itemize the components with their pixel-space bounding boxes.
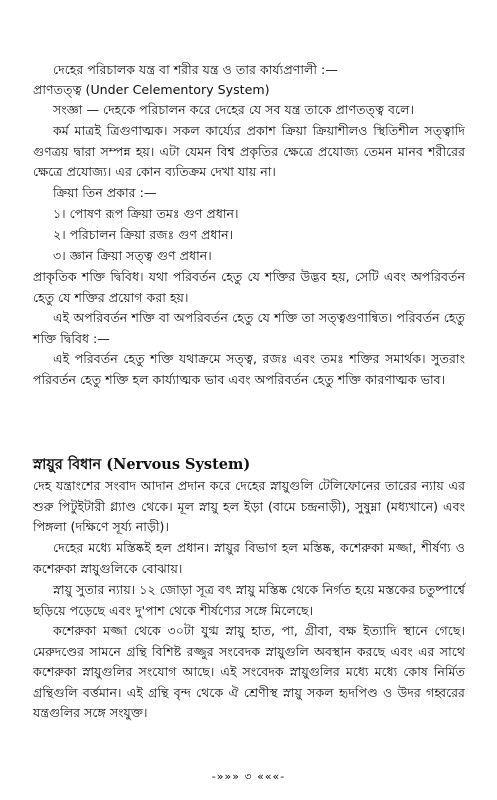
list-item: ২। পরিচালন ক্রিয়া রজঃ গুণ প্রধান। <box>53 227 234 242</box>
definition-paragraph: সংজ্ঞা — দেহকে পরিচালন করে দেহের যে সব যন্ত্র তাকে প্রাণতত্ত্ব বলে। <box>53 102 414 117</box>
nervous-paragraph-1: দেহ যন্ত্রাংশের সংবাদ আদান প্রদান করে দেহের স্নায়ুগুলি টেলিফোনের তারের ন্যায় এর শুরু পিটুইটারী গ্ল্যাণ্ড থেকে। মূল স্নায়ু হল ইড়া (বামে চন্দ্রনাড়ী), সুষুম্না (মধ্যখানে) এবং পিঙ্গলা (দক্ষিণে সূর্য্য নাড়ী)। <box>33 478 465 534</box>
pranatattva-title: প্রাণতত্ত্ব (Under Celementory System) <box>33 82 270 97</box>
prakritik-paragraph: প্রাকৃতিক শক্তি দ্বিবিধ। যথা পরিবর্তন হেতু যে শক্তির উদ্ভব হয়, সেটি এবং অপরিবর্তন হেতু যে শক্তির প্রয়োগ করা হয়। <box>33 269 465 305</box>
nervous-paragraph-2: দেহের মধ্যে মস্তিষ্কই হল প্রধান। স্নায়ুর বিভাগ হল মস্তিষ্ক, কশেরুকা মজ্জা, শীর্ষণ্য ও কশেরুকা স্নায়ুগুলিকে বোঝায়। <box>33 540 465 576</box>
nervous-paragraph-3: স্নায়ু সুতার ন্যায়। ১২ জোড়া সূত্র বৎ স্নায়ু মস্তিষ্ক থেকে নির্গত হয়ে মস্তকের চতুষ্পার্শ্বে ছড়িয়ে পড়েছে এবং দু'পাশ থেকে শীর্ষণ্যের সঙ্গে মিলেছে। <box>33 582 465 618</box>
parivartan-paragraph: এই পরিবর্তন হেতু শক্তি যথাক্রমে সত্ত্ব, রজঃ এবং তমঃ শক্তির সমার্থক। সুতরাং পরিবর্তন হেতু শক্তি হল কার্য্যাত্মক ভাব এবং অপরিবর্তন হেতু শক্তি কারণাত্মক ভাব। <box>33 351 465 387</box>
karma-paragraph: কর্ম মাত্রই ত্রিগুণাত্মক। সকল কার্য্যের প্রকাশ ক্রিয়া ক্রিয়াশীলও স্থিতিশীল সত্ত্বাদি গুণত্রয় দ্বারা সম্পন্ন হয়। এটা যেমন বিশ্ব প্রকৃতির ক্ষেত্রে প্রযোজ্য তেমন মানব শরীরের ক্ষেত্রে প্রযোজ্য। এর কোন ব্যতিক্রম দেখা যায় না। <box>33 123 465 179</box>
nervous-system-heading: স্নায়ুর বিধান (Nervous System) <box>33 456 251 473</box>
page-number: -»»» ৩ «««- <box>211 770 286 783</box>
list-item: ১। পোষণ রূপ ক্রিয়া তমঃ গুণ প্রধান। <box>53 206 239 221</box>
section-title-line: দেহের পরিচালক যন্ত্র বা শরীর যন্ত্র ও তার কার্য্যপ্রণালী :— <box>53 62 338 77</box>
aparivartan-paragraph: এই অপরিবর্তন শক্তি বা অপরিবর্তন হেতু যে শক্তি তা সত্ত্বগুণান্বিত। পরিবর্তন হেতু শক্তি দ্বিবিধ :— <box>33 310 465 346</box>
kriya-intro: ক্রিয়া তিন প্রকার :— <box>53 185 157 200</box>
list-item: ৩। জ্ঞান ক্রিয়া সত্ত্ব গুণ প্রধান। <box>53 248 212 263</box>
nervous-paragraph-4: কশেরুকা মজ্জা থেকে ৩০টা যুগ্ম স্নায়ু হাত, পা, গ্রীবা, বক্ষ ইত্যাদি স্থানে গেছে। মেরুদণ্ডের সামনে গ্রন্থি বিশিষ্ট রজ্জুর সংবেদক স্নায়ুগুলি অবস্থান করছে এবং এর সাথে কশেরুকা স্নায়ুগুলির সংযোগ আছে। এই সংবেদক স্নায়ুগুলির মধ্যে মধ্যে কোষ নির্মিত গ্রন্থিগুলি বর্ত্তমান। এই গ্রন্থি বৃন্দ থেকে ঐ শ্রেণীস্থ স্নায়ু সকল হৃদপিণ্ড ও উদর গহ্বরের যন্ত্রগুলির সঙ্গে সংযুক্ত। <box>33 623 465 720</box>
